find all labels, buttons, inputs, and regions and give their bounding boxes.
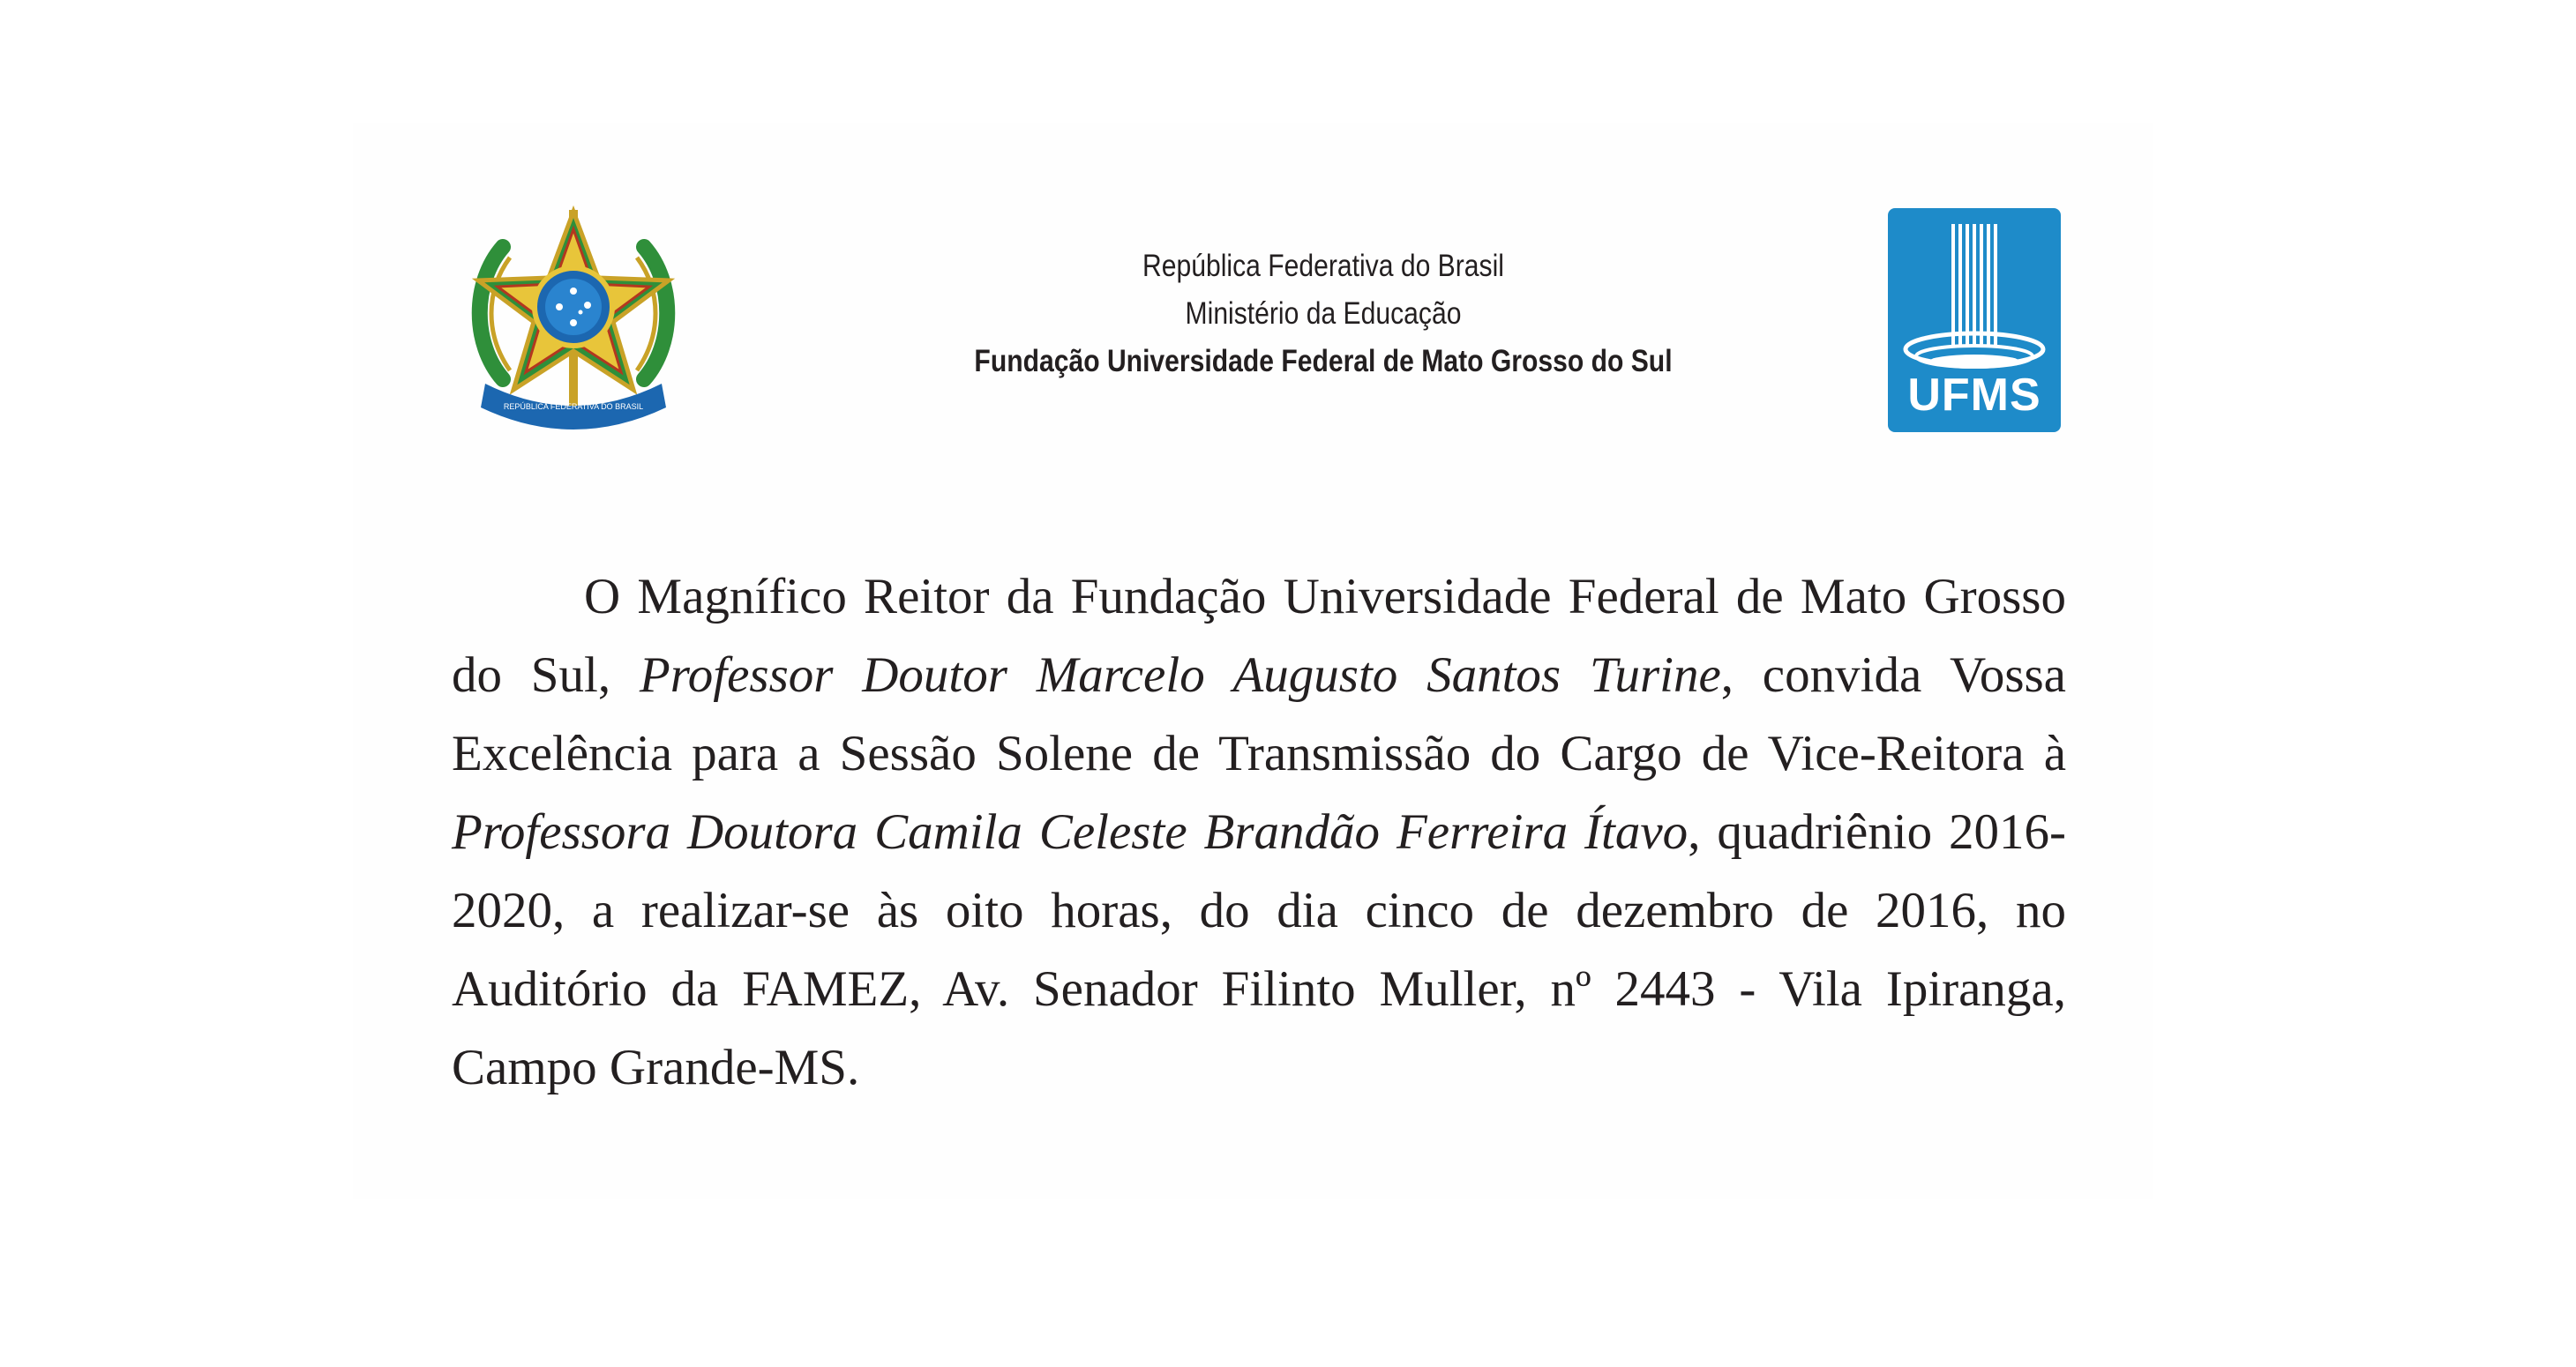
invitation-part-2: , convida Vossa Excelência para a Sessão Solene de Transmissão do Cargo de Vice-Reitora à [452,647,2066,781]
ufms-logo-label: UFMS [1907,370,2041,421]
header [794,243,1853,385]
ufms-logo-icon [1888,208,2061,432]
invitation-text [452,557,2066,1107]
header-line-republic: República Federativa do Brasil [1142,249,1504,283]
header-line-ministry: Ministério da Educação [1185,296,1462,331]
rector-name: Professor Doutor Marcelo Augusto Santos Turine [639,647,1721,703]
header-line-university: Fundação Universidade Federal de Mato Grosso do Sul [974,344,1673,378]
invitation-part-1: O Magnífico Reitor da Fundação Universidade Federal de Mato Grosso do Sul, [452,569,2066,703]
ribbon-text: REPÚBLICA FEDERATIVA DO BRASIL [503,402,644,411]
invitation-part-3: , quadriênio 2016-2020, a realizar-se às oito horas, do dia cinco de dezembro de 2016, no Auditório da FAMEZ, Av. Senador Filinto Muller, nº 2443 - Vila Ipiranga, Campo Grande-MS. [452,804,2067,1095]
brazil-coat-of-arms-icon [468,203,679,437]
vice-rector-name: Professora Doutora Camila Celeste Brandão Ferreira Ítavo [452,804,1689,860]
